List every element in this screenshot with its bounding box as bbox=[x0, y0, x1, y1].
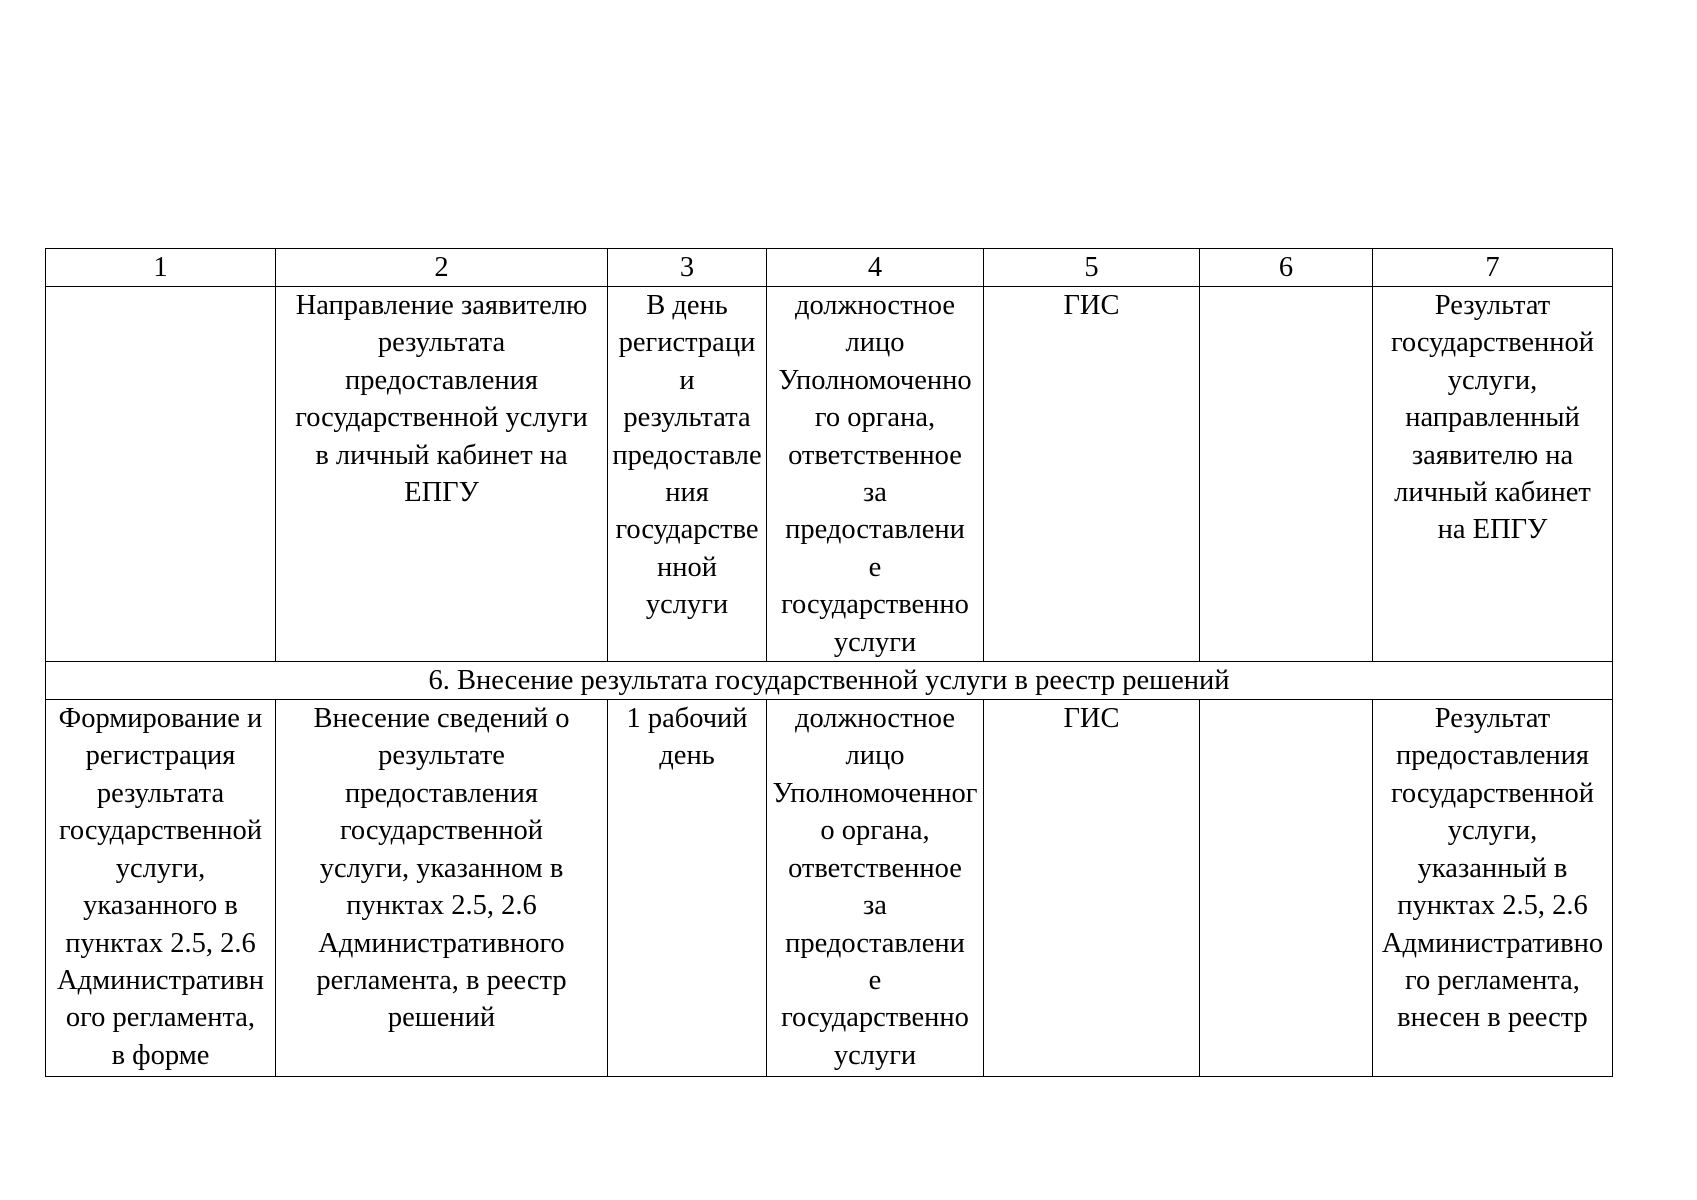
column-header-5: 5 bbox=[984, 249, 1200, 287]
section-heading-row bbox=[46, 662, 1613, 700]
table-cell bbox=[984, 700, 1200, 1077]
cell-text: ГИС bbox=[1063, 703, 1120, 735]
table-row bbox=[46, 287, 1613, 662]
column-header-2: 2 bbox=[276, 249, 608, 287]
cell-text: должностное лицо Уполномоченног о органа, ответственное за предоставлени е государственно услуги bbox=[772, 703, 978, 1071]
table-cell bbox=[1373, 287, 1613, 662]
table-cell bbox=[608, 287, 767, 662]
table-cell bbox=[1200, 700, 1373, 1077]
table-cell bbox=[608, 700, 767, 1077]
column-number-row bbox=[46, 249, 1613, 287]
cell-text: Формирование и регистрация результата государственной услуги, указанного в пунктах 2.5, 2.6 Административн ого регламента, в форме bbox=[57, 703, 264, 1071]
cell-text: 1 рабочий день bbox=[626, 703, 748, 772]
column-header-1: 1 bbox=[46, 249, 276, 287]
table-cell bbox=[1373, 700, 1613, 1077]
table-cell bbox=[46, 700, 276, 1077]
cell-text: должностное лицо Уполномоченно го органа, ответственное за предоставлени е государственно услуги bbox=[778, 290, 972, 658]
procedure-table bbox=[45, 248, 1613, 1077]
column-header-7: 7 bbox=[1373, 249, 1613, 287]
table-cell bbox=[46, 287, 276, 662]
cell-text: Направление заявителю результата предоставления государственной услуги в личный кабинет на ЕПГУ bbox=[295, 290, 588, 509]
column-header-4: 4 bbox=[767, 249, 984, 287]
section-title: 6. Внесение результата государственной услуги в реестр решений bbox=[46, 662, 1613, 700]
column-header-6: 6 bbox=[1200, 249, 1373, 287]
table-cell bbox=[767, 700, 984, 1077]
cell-text: Результат предоставления государственной услуги, указанный в пунктах 2.5, 2.6 Административно го регламента, внесен в реестр bbox=[1381, 703, 1604, 1034]
column-header-3: 3 bbox=[608, 249, 767, 287]
table-cell bbox=[1200, 287, 1373, 662]
cell-text: ГИС bbox=[1063, 290, 1120, 321]
table-row bbox=[46, 700, 1613, 1077]
table-cell bbox=[276, 700, 608, 1077]
table-cell bbox=[276, 287, 608, 662]
cell-text: В день регистраци и результата предоставле ния государстве нной услуги bbox=[612, 290, 762, 621]
table-cell bbox=[984, 287, 1200, 662]
cell-text: Внесение сведений о результате предоставления государственной услуги, указанном в пунктах 2.5, 2.6 Административного регламента, в реестр решений bbox=[313, 703, 570, 1034]
cell-text: Результат государственной услуги, направленный заявителю на личный кабинет на ЕПГУ bbox=[1390, 290, 1595, 546]
table-cell bbox=[767, 287, 984, 662]
